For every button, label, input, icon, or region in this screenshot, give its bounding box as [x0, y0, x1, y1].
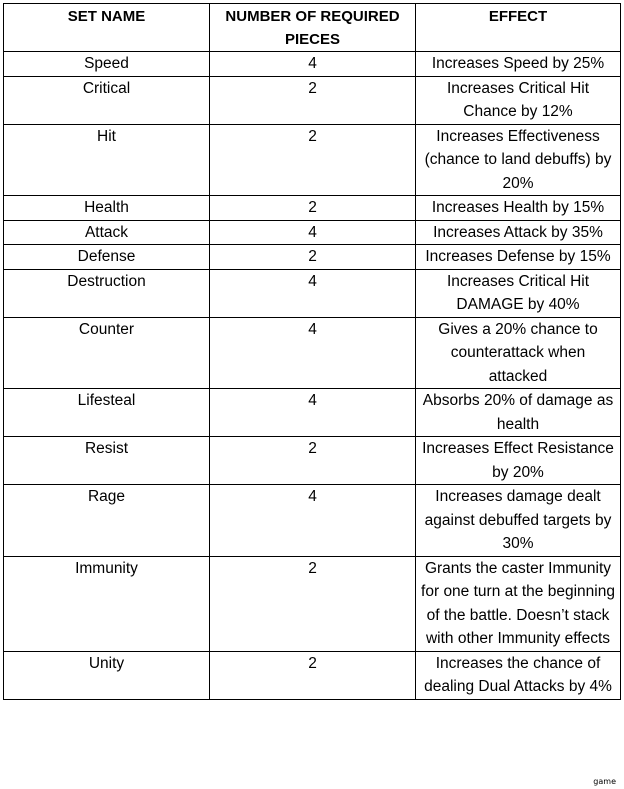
table-row — [4, 196, 621, 221]
effect-cell: Increases Critical Hit DAMAGE by 40% — [416, 269, 621, 317]
pieces-cell: 4 — [210, 52, 416, 77]
watermark: game — [593, 777, 616, 786]
table-row — [4, 52, 621, 77]
pieces-cell: 2 — [210, 651, 416, 699]
header-effect: EFFECT — [416, 4, 621, 52]
set-name-cell: Hit — [4, 124, 210, 196]
table-row — [4, 220, 621, 245]
table-row — [4, 485, 621, 557]
effect-cell: Increases Speed by 25% — [416, 52, 621, 77]
set-name-cell: Destruction — [4, 269, 210, 317]
table-row — [4, 556, 621, 651]
pieces-cell: 4 — [210, 269, 416, 317]
effect-cell: Grants the caster Immunity for one turn at the beginning of the battle. Doesn’t stack with other Immunity effects — [416, 556, 621, 651]
effect-cell: Increases Effect Resistance by 20% — [416, 437, 621, 485]
gear-sets-table — [3, 3, 621, 700]
set-name-cell: Defense — [4, 245, 210, 270]
pieces-cell: 2 — [210, 196, 416, 221]
table-row — [4, 245, 621, 270]
effect-cell: Increases Critical Hit Chance by 12% — [416, 76, 621, 124]
effect-cell: Increases Defense by 15% — [416, 245, 621, 270]
effect-cell: Increases damage dealt against debuffed targets by 30% — [416, 485, 621, 557]
set-name-cell: Speed — [4, 52, 210, 77]
set-name-cell: Rage — [4, 485, 210, 557]
set-name-cell: Health — [4, 196, 210, 221]
table-row — [4, 437, 621, 485]
pieces-cell: 4 — [210, 485, 416, 557]
pieces-cell: 2 — [210, 76, 416, 124]
set-name-cell: Resist — [4, 437, 210, 485]
effect-cell: Gives a 20% chance to counterattack when attacked — [416, 317, 621, 389]
pieces-cell: 4 — [210, 220, 416, 245]
set-name-cell: Attack — [4, 220, 210, 245]
effect-cell: Increases the chance of dealing Dual Attacks by 4% — [416, 651, 621, 699]
table-row — [4, 269, 621, 317]
table-row — [4, 76, 621, 124]
table-row — [4, 389, 621, 437]
set-name-cell: Lifesteal — [4, 389, 210, 437]
effect-cell: Absorbs 20% of damage as health — [416, 389, 621, 437]
table-row — [4, 317, 621, 389]
effect-cell: Increases Effectiveness (chance to land debuffs) by 20% — [416, 124, 621, 196]
table-row — [4, 124, 621, 196]
set-name-cell: Critical — [4, 76, 210, 124]
header-required-pieces: NUMBER OF REQUIRED PIECES — [210, 4, 416, 52]
header-row — [4, 4, 621, 52]
header-set-name: SET NAME — [4, 4, 210, 52]
pieces-cell: 2 — [210, 245, 416, 270]
set-name-cell: Unity — [4, 651, 210, 699]
pieces-cell: 2 — [210, 437, 416, 485]
table-row — [4, 651, 621, 699]
pieces-cell: 2 — [210, 556, 416, 651]
pieces-cell: 2 — [210, 124, 416, 196]
effect-cell: Increases Health by 15% — [416, 196, 621, 221]
set-name-cell: Counter — [4, 317, 210, 389]
effect-cell: Increases Attack by 35% — [416, 220, 621, 245]
set-name-cell: Immunity — [4, 556, 210, 651]
pieces-cell: 4 — [210, 389, 416, 437]
pieces-cell: 4 — [210, 317, 416, 389]
